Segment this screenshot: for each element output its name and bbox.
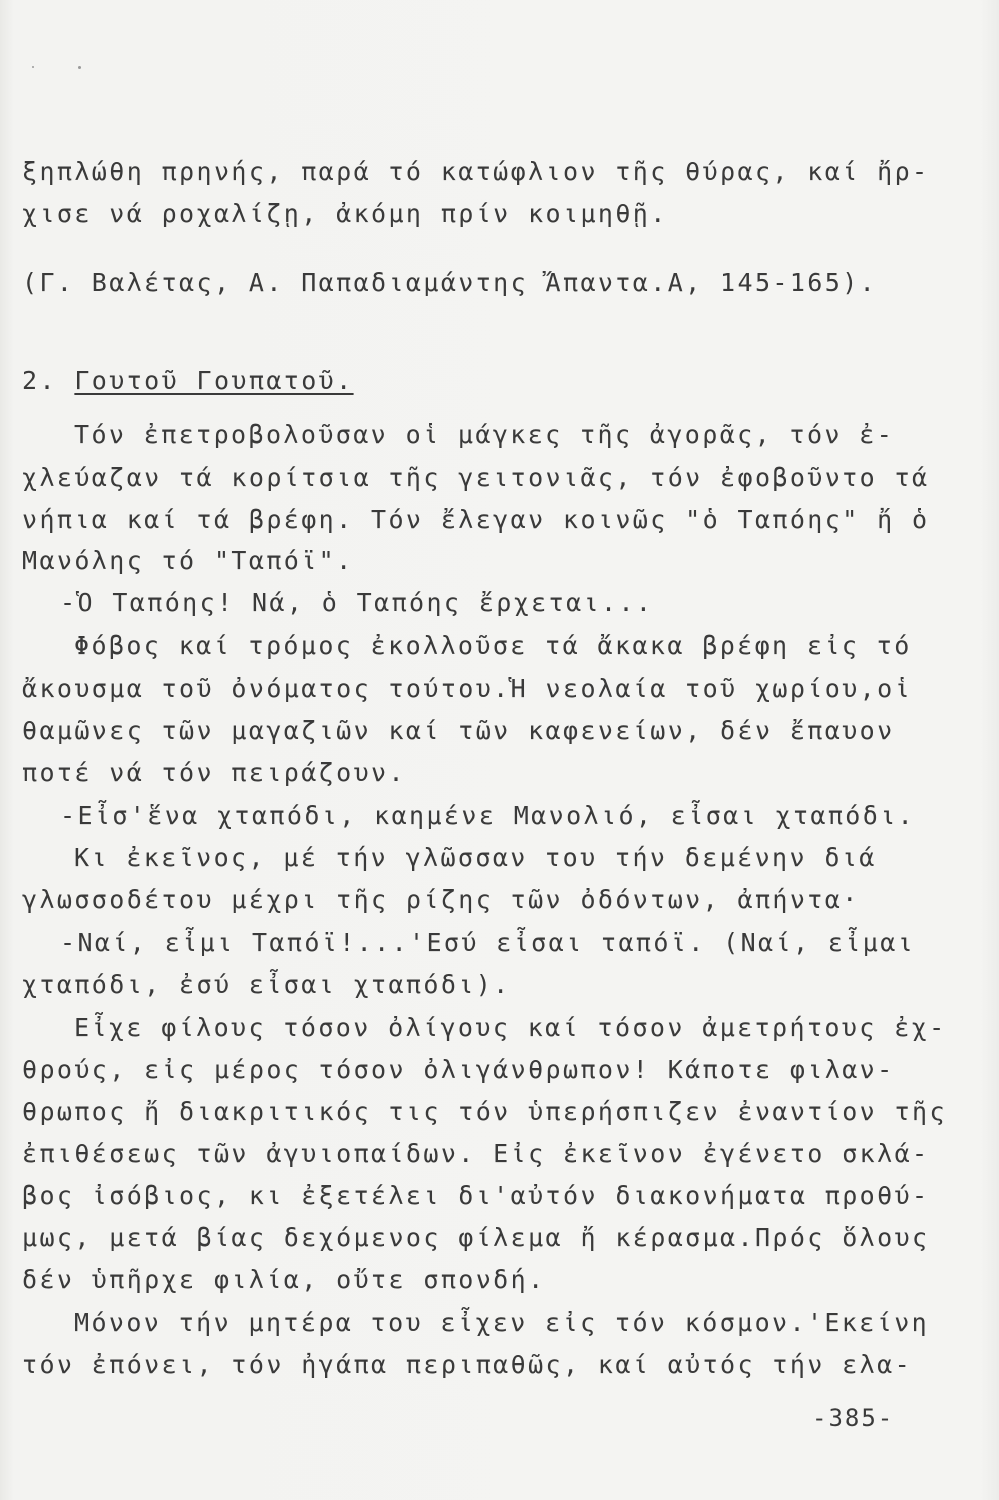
paragraph-line: θρούς, εἰς μέρος τόσον ὀλιγάνθρωπον! Κάποτε φιλαν- <box>22 1055 895 1084</box>
paragraph-line: μως, μετά βίας δεχόμενος φίλεμα ἤ κέρασμα.Πρός ὅλους <box>22 1223 930 1252</box>
paper-speck <box>32 66 34 68</box>
paragraph-line: χταπόδι, ἐσύ εἶσαι χταπόδι). <box>22 970 511 999</box>
paragraph-line: Φόβος καί τρόμος ἐκολλοῦσε τά ἄκακα βρέφη εἰς τό <box>74 631 912 660</box>
paragraph-line: ἄκουσμα τοῦ ὀνόματος τούτου.Ἡ νεολαία τοῦ χωρίου,οἱ <box>22 674 913 703</box>
dialogue-line: -Εἶσ'ἕνα χταπόδι, καημένε Μανολιό, εἶσαι χταπόδι. <box>60 801 916 830</box>
paragraph-line: τόν ἐπόνει, τόν ἠγάπα περιπαθῶς, καί αὐτός τήν ελα- <box>22 1350 913 1379</box>
paragraph-line: βος ἰσόβιος, κι ἐξετέλει δι'αὐτόν διακονήματα προθύ- <box>22 1181 930 1210</box>
paragraph-line: νήπια καί τά βρέφη. Τόν ἔλεγαν κοινῶς "ὁ Ταπόης" ἤ ὁ <box>22 505 930 534</box>
paragraph-line: θαμῶνες τῶν μαγαζιῶν καί τῶν καφενείων, δέν ἔπαυον <box>22 716 895 745</box>
paper-speck <box>78 66 81 69</box>
paragraph-line: Τόν ἐπετροβολοῦσαν οἱ μάγκες τῆς ἀγορᾶς, τόν ἐ- <box>74 420 895 449</box>
text-line-2: χισε νά ροχαλίζῃ, ἀκόμη πρίν κοιμηθῇ. <box>22 199 668 228</box>
dialogue-line: -Ὁ Ταπόης! Νά, ὁ Ταπόης ἔρχεται... <box>60 588 654 617</box>
section-heading <box>22 366 354 396</box>
section-number: 2. <box>22 366 57 395</box>
paragraph-line: ἐπιθέσεως τῶν ἀγυιοπαίδων. Εἰς ἐκεῖνον ἐγένετο σκλά- <box>22 1139 930 1168</box>
paragraph-line: θρωπος ἤ διακριτικός τις τόν ὑπερήσπιζεν ἐναντίον τῆς <box>22 1097 947 1126</box>
paragraph-line: Εἶχε φίλους τόσον ὀλίγους καί τόσον ἀμετρήτους ἐχ- <box>74 1013 947 1042</box>
citation-line: (Γ. Βαλέτας, Α. Παπαδιαμάντης Ἄπαντα.Α, 145-165). <box>22 268 878 297</box>
section-title: Γουτοῦ Γουπατοῦ. <box>74 366 354 395</box>
paragraph-line: χλεύαζαν τά κορίτσια τῆς γειτονιᾶς, τόν ἐφοβοῦντο τά <box>22 463 930 492</box>
paragraph-line: Μανόλης τό "Ταπόϊ". <box>22 546 354 575</box>
paragraph-line: Μόνον τήν μητέρα του εἶχεν εἰς τόν κόσμον.'Εκείνη <box>74 1308 930 1337</box>
page-number: -385- <box>812 1404 895 1432</box>
paragraph-line: γλωσσοδέτου μέχρι τῆς ρίζης τῶν ὀδόντων, ἀπήντα· <box>22 885 860 914</box>
paragraph-line: ποτέ νά τόν πειράζουν. <box>22 758 406 787</box>
text-line-1: ξηπλώθη πρηνής, παρά τό κατώφλιον τῆς θύρας, καί ἤρ- <box>22 157 930 186</box>
dialogue-line: -Ναί, εἶμι Ταπόϊ!...'Εσύ εἶσαι ταπόϊ. (Ναί, εἶμαι <box>60 928 916 957</box>
paragraph-line: δέν ὑπῆρχε φιλία, οὔτε σπονδή. <box>22 1265 546 1294</box>
paragraph-line: Κι ἐκεῖνος, μέ τήν γλῶσσαν του τήν δεμένην διά <box>74 843 877 872</box>
